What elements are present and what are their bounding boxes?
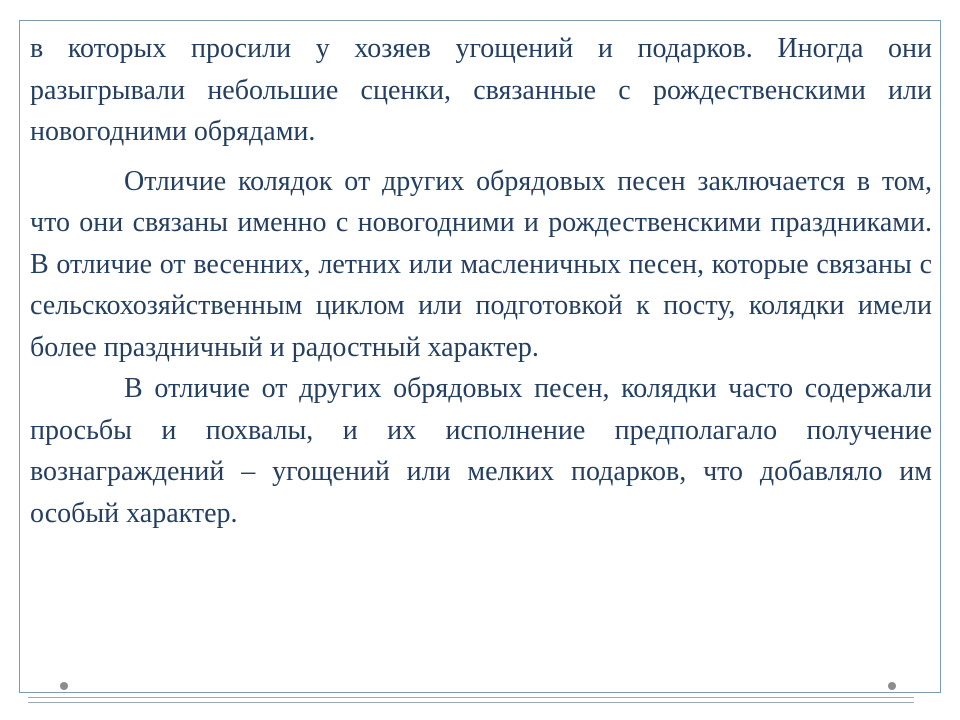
decorative-dot-left — [60, 682, 68, 690]
paragraph-1: в которых просили у хозяев угощений и подарков. Иногда они разыгрывали небольшие сценки, связанные с рождественскими или новогодними обрядами. — [30, 33, 932, 147]
paragraph-2: Отличие колядок от других обрядовых песен заключается в том, что они связаны именно с новогодними и рождественскими праздниками. В отличие от весенних, летних или масленичных песен, которые связаны с сельскохозяйственным циклом или подготовкой к посту, колядки имели более праздничный и радостный характер. — [30, 165, 932, 363]
decorative-dot-right — [888, 682, 896, 690]
bottom-divider-line-secondary — [28, 702, 914, 703]
body-text — [30, 28, 932, 534]
bottom-divider-line — [28, 697, 914, 698]
paragraph-3: В отличие от других обрядовых песен, колядки часто содержали просьбы и похвалы, и их исполнение предполагало получение вознаграждений – угощений или мелких подарков, что добавляло им особый характер. — [30, 373, 932, 529]
